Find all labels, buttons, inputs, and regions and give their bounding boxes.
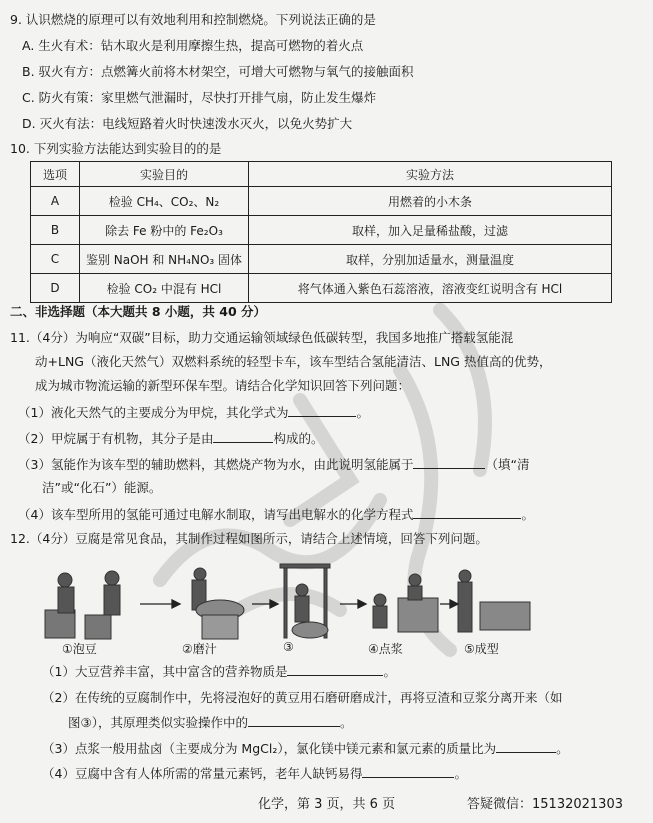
q12-part2-line2 xyxy=(68,714,352,731)
table-row xyxy=(31,187,612,216)
caption-shape: ⑤成型 xyxy=(464,642,499,656)
row-purpose: 除去 Fe 粉中的 Fe₂O₃ xyxy=(80,216,249,245)
q11-part1 xyxy=(18,404,369,421)
experiment-table xyxy=(30,161,612,303)
row-option: C xyxy=(31,245,80,274)
row-method: 取样，加入足量稀盐酸，过滤 xyxy=(249,216,612,245)
period: 。 xyxy=(356,405,369,420)
row-option: A xyxy=(31,187,80,216)
row-purpose: 检验 CO₂ 中混有 HCl xyxy=(80,274,249,303)
q11-part4 xyxy=(18,506,534,523)
q11-stem-line1: 11.（4分）为响应“双碳”目标，助力交通运输领域绿色低碳转型，我国多地推广搭载氢能混 xyxy=(10,330,514,345)
q9-option-c: C. 防火有策：家里燃气泄漏时，尽快打开排气扇，防止发生爆炸 xyxy=(22,90,377,105)
q12-part2-text: 图③），其原理类似实验操作中的 xyxy=(68,715,248,730)
q12-part4 xyxy=(42,765,467,782)
soak-beans-scene xyxy=(45,571,120,639)
q12-part2-line1: （2）在传统的豆腐制作中，先将浸泡好的黄豆用石磨研磨成汁，再将豆渣和豆浆分离开来（如 xyxy=(42,690,563,705)
page-number: 化学，第 3 页，共 6 页 xyxy=(258,797,396,812)
caption-coagulate: ④点浆 xyxy=(368,642,403,656)
table-row xyxy=(31,274,612,303)
period: 。 xyxy=(521,507,534,522)
caption-grind: ②磨汁 xyxy=(182,642,217,656)
q12-part1 xyxy=(42,663,396,680)
answer-blank[interactable] xyxy=(287,663,383,676)
q12-part3-text: （3）点浆一般用盐卤（主要成分为 MgCl₂），氯化镁中镁元素和氯元素的质量比为 xyxy=(42,741,497,756)
q9-option-a: A. 生火有术：钻木取火是利用摩擦生热，提高可燃物的着火点 xyxy=(22,38,364,53)
answer-blank[interactable] xyxy=(248,714,340,727)
coagulate-scene xyxy=(373,574,438,632)
period: 。 xyxy=(339,715,353,730)
answer-blank[interactable] xyxy=(413,506,521,519)
period: 。 xyxy=(556,741,569,756)
q12-part3 xyxy=(42,740,569,757)
q10-stem: 10. 下列实验方法能达到实验目的的是 xyxy=(10,141,222,156)
filter-scene xyxy=(280,564,330,638)
caption-soak: ①泡豆 xyxy=(62,642,97,656)
row-method: 用燃着的小木条 xyxy=(249,187,612,216)
q12-stem: 12.（4分）豆腐是常见食品，其制作过程如图所示，请结合上述情境，回答下列问题。 xyxy=(10,531,488,546)
q12-part1-text: （1）大豆营养丰富，其中富含的营养物质是 xyxy=(42,664,288,679)
table-header-row xyxy=(31,162,612,187)
row-purpose: 检验 CH₄、CO₂、N₂ xyxy=(80,187,249,216)
q11-part2 xyxy=(18,430,323,447)
q11-part4-text: （4）该车型所用的氢能可通过电解水制取，请写出电解水的化学方程式 xyxy=(18,507,414,522)
q11-part3-cont: 洁”或“化石”）能源。 xyxy=(42,480,162,495)
header-purpose: 实验目的 xyxy=(80,162,249,187)
answer-blank[interactable] xyxy=(496,740,556,753)
header-method: 实验方法 xyxy=(249,162,612,187)
tofu-process-illustration xyxy=(40,560,540,650)
table-row xyxy=(31,216,612,245)
press-scene xyxy=(458,570,530,632)
answer-blank[interactable] xyxy=(213,430,273,443)
q9-option-b: B. 驭火有方：点燃篝火前将木材架空，可增大可燃物与氧气的接触面积 xyxy=(22,64,414,79)
header-option: 选项 xyxy=(31,162,80,187)
q9-option-d: D. 灭火有法：电线短路着火时快速泼水灭火，以免火势扩大 xyxy=(22,116,353,131)
q9-stem: 9. 认识燃烧的原理可以有效地利用和控制燃烧。下列说法正确的是 xyxy=(10,12,376,27)
answer-blank[interactable] xyxy=(362,765,454,778)
section-heading: 二、非选择题（本大题共 8 小题，共 40 分） xyxy=(10,304,267,319)
q12-part4-text: （4）豆腐中含有人体所需的常量元素钙，老年人缺钙易得 xyxy=(42,766,363,781)
row-method: 将气体通入紫色石蕊溶液，溶液变红说明含有 HCl xyxy=(249,274,612,303)
row-method: 取样，分别加适量水，测量温度 xyxy=(249,245,612,274)
contact-info: 答疑微信：15132021303 xyxy=(467,797,623,812)
q11-part3 xyxy=(18,456,529,473)
table-row xyxy=(31,245,612,274)
q11-stem-line2: 动+LNG（液化天然气）双燃料系统的轻型卡车，该车型结合氢能清洁、LNG 热值高的优势， xyxy=(35,354,552,369)
row-purpose: 鉴别 NaOH 和 NH₄NO₃ 固体 xyxy=(80,245,249,274)
q11-part1-text: （1）液化天然气的主要成分为甲烷，其化学式为 xyxy=(18,405,289,420)
q11-stem-line3: 成为城市物流运输的新型环保车型。请结合化学知识回答下列问题： xyxy=(35,378,411,393)
period: 。 xyxy=(383,664,396,679)
row-option: B xyxy=(31,216,80,245)
q11-part2-text: （2）甲烷属于有机物，其分子是由 xyxy=(18,431,214,446)
period: 。 xyxy=(454,766,467,781)
answer-blank[interactable] xyxy=(288,404,356,417)
grind-scene xyxy=(192,568,244,639)
caption-filter: ③ xyxy=(283,640,294,654)
row-option: D xyxy=(31,274,80,303)
q11-part3-suffix: （填“清 xyxy=(485,457,530,472)
answer-blank[interactable] xyxy=(413,456,485,469)
q11-part3-text: （3）氢能作为该车型的辅助燃料，其燃烧产物为水，由此说明氢能属于 xyxy=(18,457,414,472)
q11-part2-suffix: 构成的。 xyxy=(273,431,324,446)
